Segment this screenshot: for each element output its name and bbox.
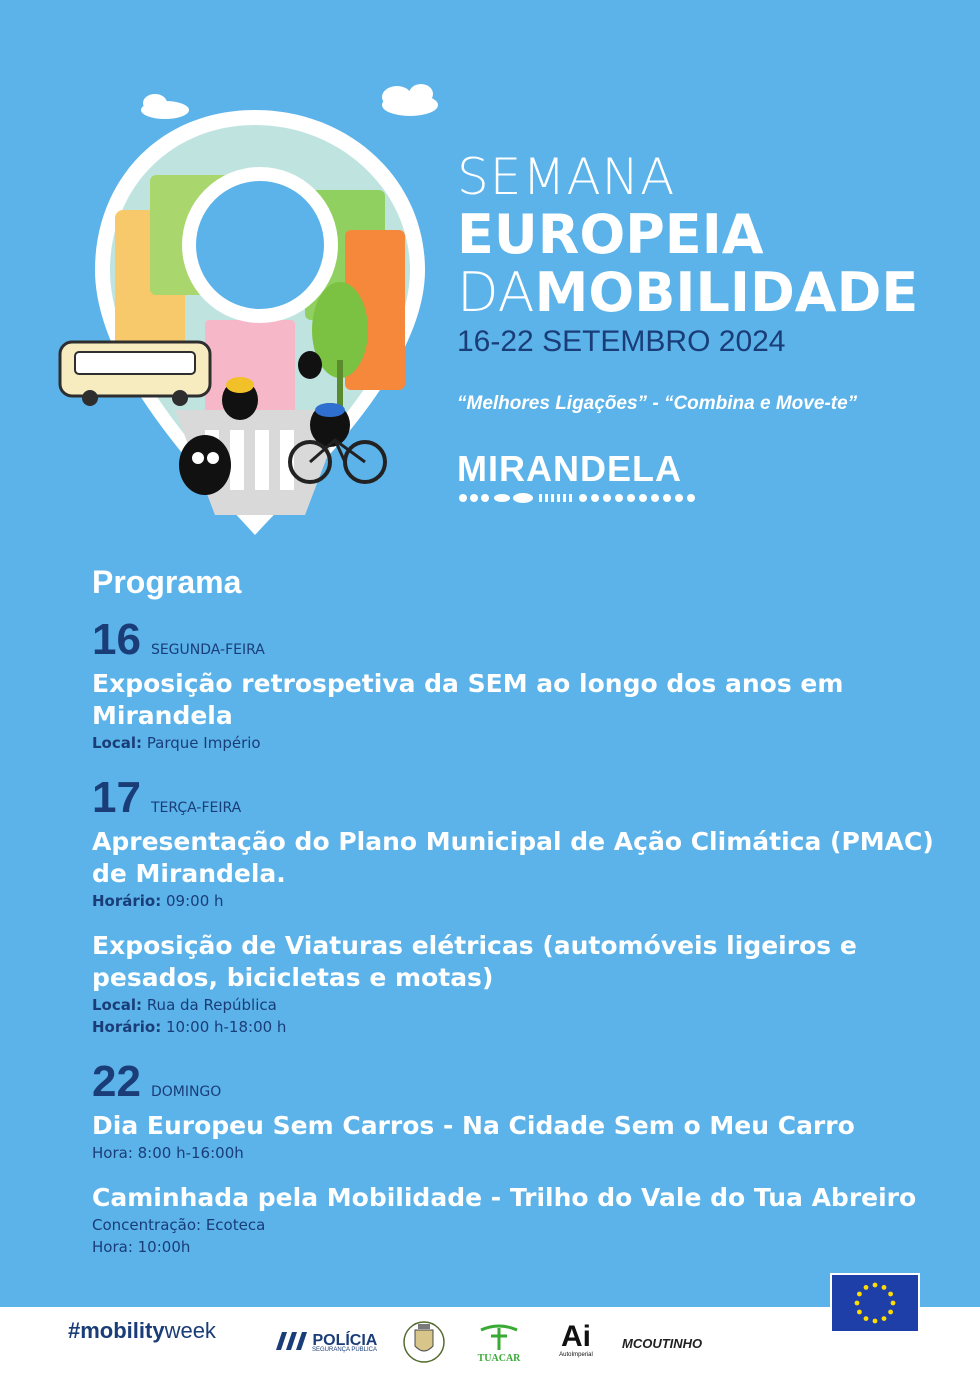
detail-value: 09:00 h xyxy=(166,892,224,910)
day-header-17 xyxy=(92,773,942,822)
municipal-crest-icon xyxy=(402,1318,446,1368)
event-title: Exposição de Viaturas elétricas (automóveis ligeiros e pesados, bicicletas e motas) xyxy=(92,931,857,992)
event-detail xyxy=(92,1016,942,1038)
policia-stripes-icon xyxy=(272,1332,308,1350)
event-dates: 16-22 SETEMBRO 2024 xyxy=(457,325,786,358)
tuacar-label: TUACAR xyxy=(477,1353,521,1364)
headline-mobilidade-word: MOBILIDADE xyxy=(534,261,919,324)
cloud-icon xyxy=(382,84,438,116)
event-title: Caminhada pela Mobilidade - Trilho do Vale do Tua Abreiro xyxy=(92,1183,917,1212)
event-detail: Hora: 10:00h xyxy=(92,1238,191,1256)
day-header-22 xyxy=(92,1057,942,1106)
headline-mobilidade xyxy=(457,261,927,324)
event-item xyxy=(92,668,942,754)
day-number: 22 xyxy=(92,1057,141,1106)
program-section xyxy=(92,560,942,1258)
detail-label: Local: xyxy=(92,996,143,1014)
event-detail xyxy=(92,994,942,1016)
event-detail xyxy=(92,890,942,912)
hashtag-bold: #mobility xyxy=(68,1318,165,1343)
event-detail: Concentração: Ecoteca xyxy=(92,1216,266,1234)
mirandela-logo xyxy=(457,448,707,504)
event-detail: Hora: 8:00 h-16:00h xyxy=(92,1144,244,1162)
cloud-icon xyxy=(141,94,189,119)
sponsor-mcoutinho: MCOUTINHO xyxy=(622,1336,703,1351)
day-header-16 xyxy=(92,615,942,664)
detail-value: 10:00 h-18:00 h xyxy=(166,1018,287,1036)
city-name: MIRANDELA xyxy=(457,448,682,489)
day-number: 16 xyxy=(92,615,141,664)
headline-da: DA xyxy=(457,261,535,324)
hashtag-light: week xyxy=(164,1318,216,1343)
program-title: Programa xyxy=(92,564,242,600)
policia-sublabel: SEGURANÇA PÚBLICA xyxy=(312,1347,378,1354)
map-pin-illustration xyxy=(55,80,445,550)
sponsor-autoimperial xyxy=(556,1322,596,1358)
detail-label: Horário: xyxy=(92,1018,162,1036)
event-item xyxy=(92,930,942,1038)
detail-label: Horário: xyxy=(92,892,162,910)
event-headline xyxy=(457,148,927,360)
eu-flag-icon xyxy=(830,1273,920,1333)
event-title: Exposição retrospetiva da SEM ao longo dos anos em Mirandela xyxy=(92,669,844,730)
detail-label: Local: xyxy=(92,734,143,752)
detail-value: Parque Império xyxy=(146,734,261,752)
event-title: Apresentação do Plano Municipal de Ação Climática (PMAC) de Mirandela. xyxy=(92,827,934,888)
day-name: SEGUNDA-FEIRA xyxy=(150,642,265,658)
sponsor-policia xyxy=(272,1332,377,1353)
day-name: TERÇA-FEIRA xyxy=(150,800,242,816)
policia-label: POLÍCIA xyxy=(312,1332,378,1349)
event-item xyxy=(92,826,942,912)
tuacar-logo-icon xyxy=(477,1322,521,1352)
event-detail xyxy=(92,732,942,754)
event-item xyxy=(92,1182,942,1258)
event-item xyxy=(92,1110,942,1164)
ai-label: Ai xyxy=(561,1320,591,1353)
event-title: Dia Europeu Sem Carros - Na Cidade Sem o Meu Carro xyxy=(92,1111,855,1140)
event-slogan: “Melhores Ligações” - “Combina e Move-te” xyxy=(457,393,858,414)
logo-dots-icon xyxy=(457,492,697,504)
day-number: 17 xyxy=(92,773,141,822)
headline-europeia: EUROPEIA xyxy=(457,203,764,266)
day-name: DOMINGO xyxy=(150,1084,222,1100)
detail-value: Rua da República xyxy=(146,996,277,1014)
sponsor-tuacar xyxy=(474,1322,524,1364)
headline-semana: SEMANA xyxy=(457,148,676,206)
ai-sublabel: AutoImperial xyxy=(559,1352,593,1358)
hashtag-mobilityweek[interactable] xyxy=(68,1318,216,1344)
